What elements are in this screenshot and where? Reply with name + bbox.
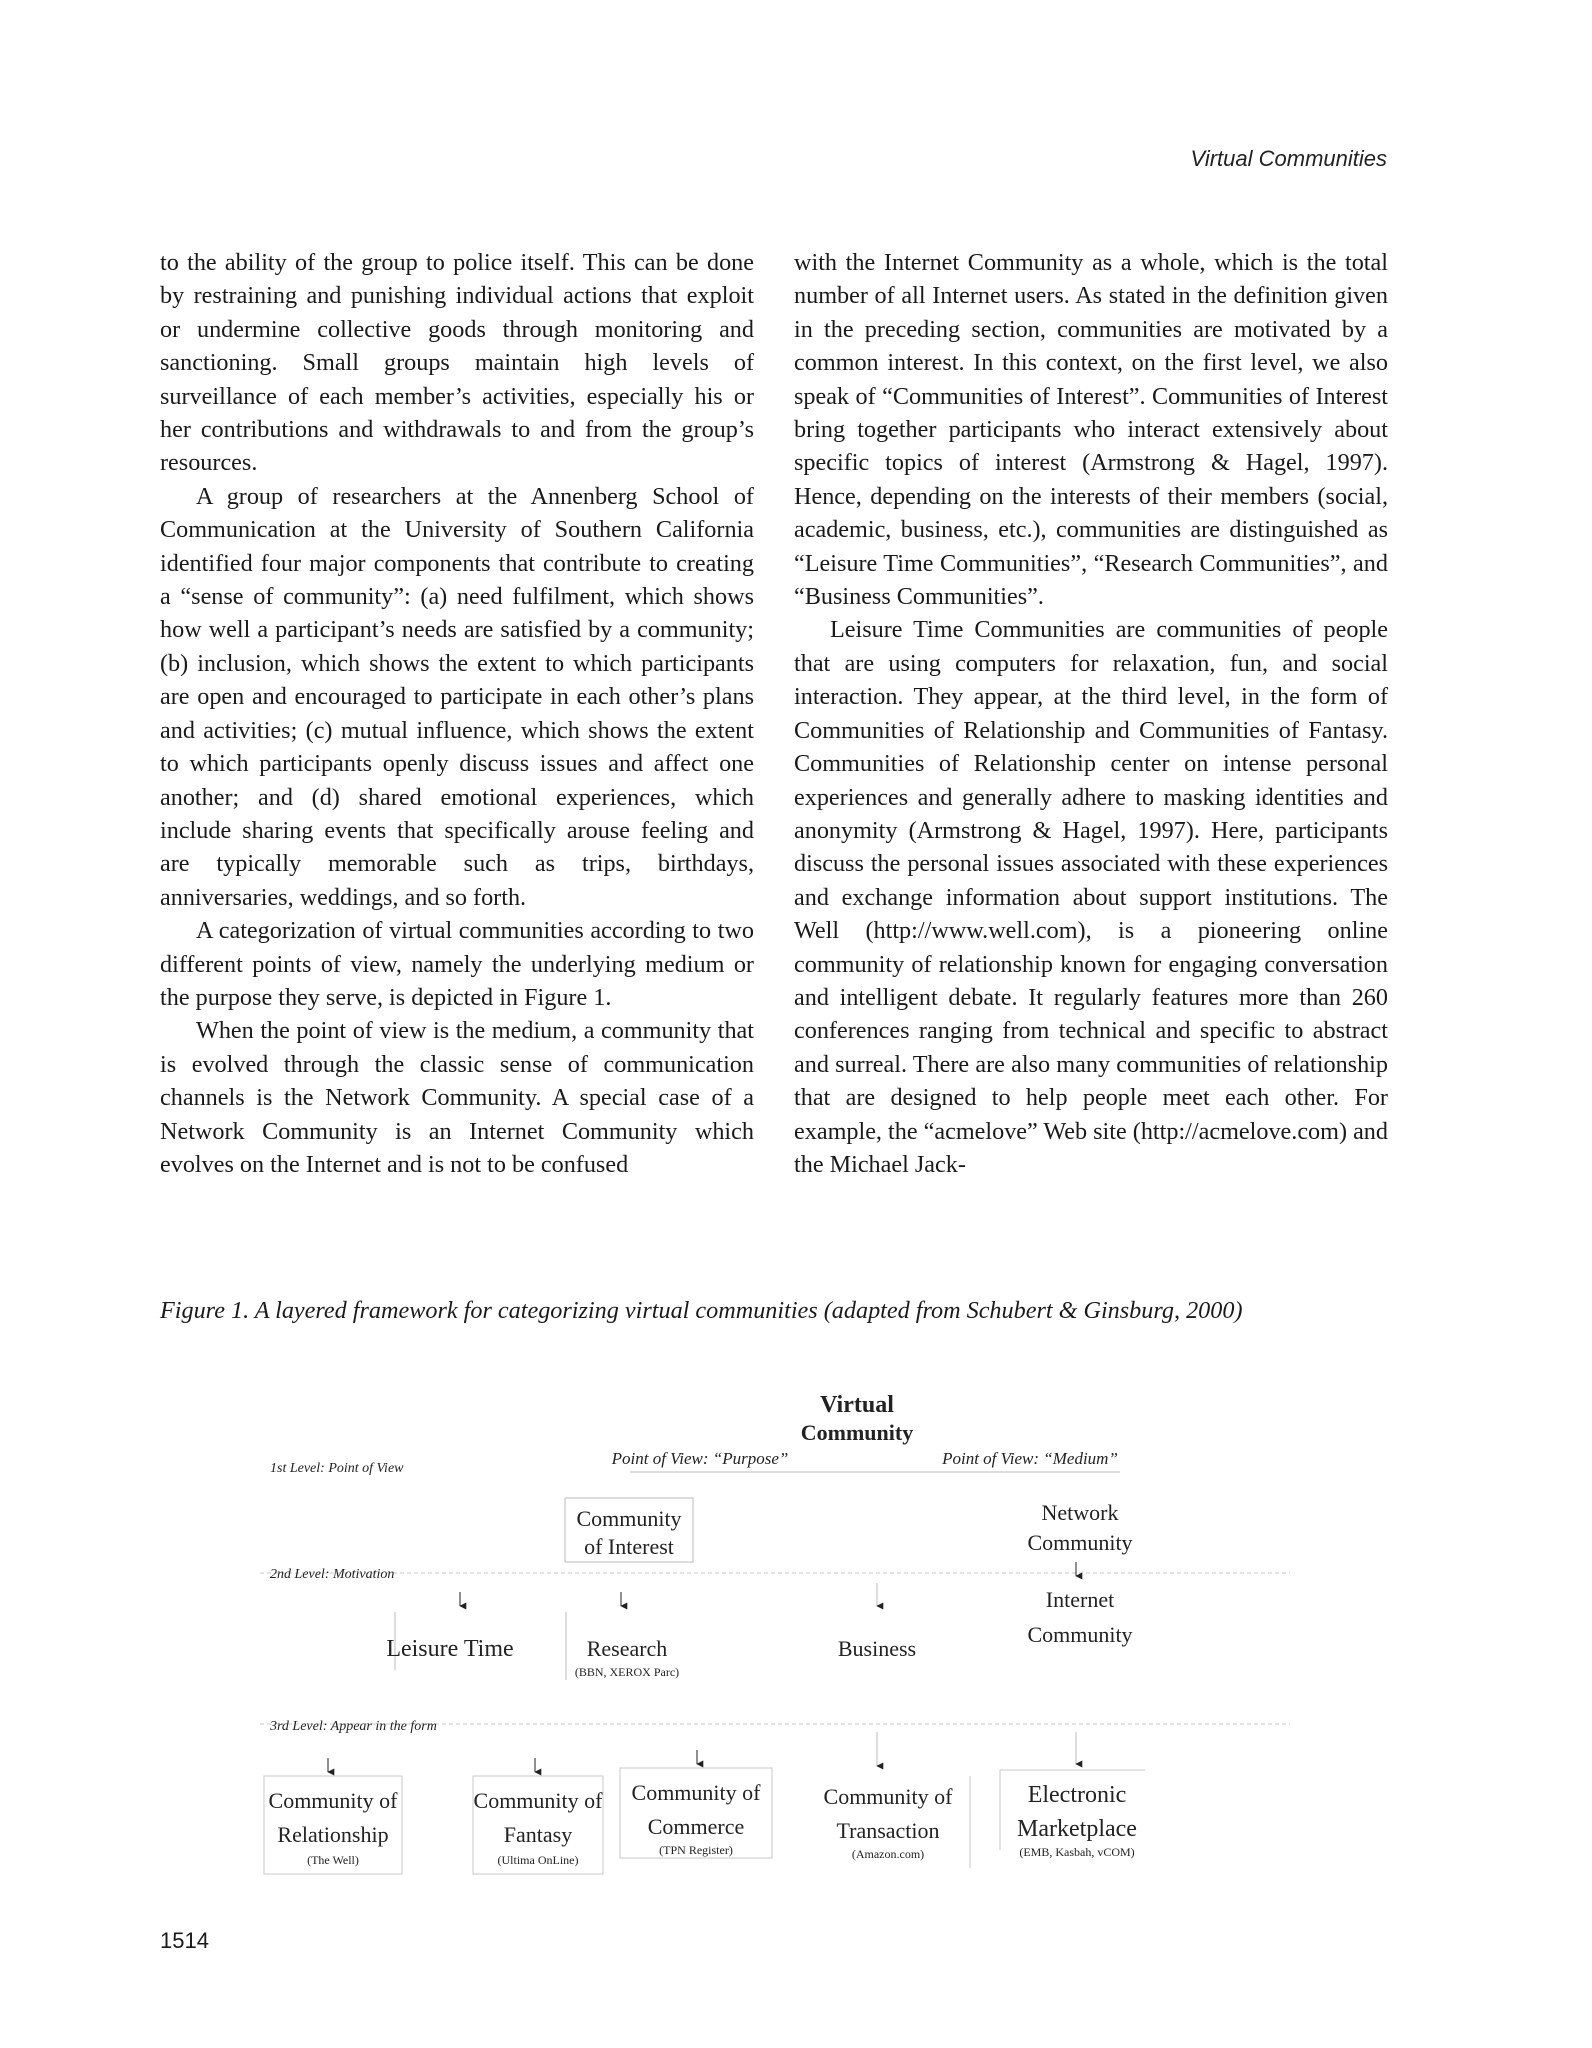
research-label: Research [586, 1636, 668, 1661]
root-node: Community [800, 1420, 914, 1445]
root-node: Virtual [820, 1392, 894, 1418]
community-of-interest-label: of Interest [584, 1534, 674, 1559]
level-label-2: 2nd Level: Motivation [270, 1567, 395, 1582]
relationship-label: Relationship [277, 1822, 389, 1847]
paragraph: A categorization of virtual communities according to two different points of view, namely the underlying medium or the purpose they serve, is depicted in Figure 1. [160, 917, 754, 1011]
framework-diagram [160, 1380, 1310, 1900]
network-community-label: Network [1041, 1500, 1119, 1525]
figure-caption: Figure 1. A layered framework for categorizing virtual communities (adapted from Schubert & Ginsburg, 2000) [160, 1297, 1243, 1324]
commerce-example: (TPN Register) [659, 1843, 733, 1857]
community-of-interest-label: Community [576, 1506, 682, 1531]
pov-purpose-label: Point of View: “Purpose” [611, 1449, 789, 1468]
level-label-1: 1st Level: Point of View [270, 1461, 404, 1476]
fantasy-label: Fantasy [503, 1822, 573, 1847]
commerce-label: Community of [631, 1780, 761, 1805]
paragraph: A group of researchers at the Annenberg School of Communication at the University of Southern California identified four major components that contribute to creating a “sense of community”: (a) need fulfilment, which shows how well a participant’s needs are satisfied by a community; (b) inclusion, which shows the extent to which participants are open and encouraged to participate in each other’s plans and activities; (c) mutual influence, which shows the extent to which participants openly discuss issues and affect one another; and (d) shared emotional experiences, which include sharing events that specifically arouse feeling and are typically memorable such as trips, birthdays, anniversaries, weddings, and so forth. [160, 482, 754, 911]
relationship-label: Community of [268, 1788, 398, 1813]
paragraph: to the ability of the group to police itself. This can be done by restraining and punishing individual actions that exploit or undermine collective goods through monitoring and sanctioning. Small groups maintain high levels of surveillance of each member’s activities, especially his or her contributions and withdrawals to and from the group’s resources. [160, 249, 754, 477]
transaction-label: Transaction [836, 1818, 940, 1843]
marketplace-example: (EMB, Kasbah, vCOM) [1019, 1845, 1135, 1859]
transaction-label: Community of [823, 1784, 953, 1809]
pov-medium-label: Point of View: “Medium” [942, 1449, 1118, 1468]
business-label: Business [837, 1636, 917, 1661]
transaction-example: (Amazon.com) [851, 1847, 925, 1861]
marketplace-label: Electronic [1027, 1782, 1127, 1808]
level-label-3: 3rd Level: Appear in the form [270, 1719, 437, 1734]
figure-diagram [160, 1380, 1310, 1900]
fantasy-example: (Ultima OnLine) [497, 1853, 579, 1867]
marketplace-label: Marketplace [1017, 1816, 1137, 1842]
leisure-time-label: Leisure Time [386, 1636, 514, 1662]
paragraph: with the Internet Community as a whole, which is the total number of all Internet users. As stated in the definition given in the preceding section, communities are motivated by a common interest. In this context, on the first level, we also speak of “Communities of Interest”. Communities of Interest bring together participants who interact extensively about specific topics of interest (Armstrong & Hagel, 1997). Hence, depending on the interests of their members (social, academic, business, etc.), communities are distinguished as “Leisure Time Communities”, “Research Communities”, and “Business Communities”. [794, 249, 1388, 611]
paragraph: When the point of view is the medium, a community that is evolved through the classic sense of communication channels is the Network Community. A special case of a Network Community is an Internet Community which evolves on the Internet and is not to be confused [160, 1017, 754, 1178]
network-community-label: Community [1027, 1530, 1133, 1555]
page-number: 1514 [160, 1928, 209, 1953]
research-example: (BBN, XEROX Parc) [574, 1665, 680, 1679]
internet-community-label: Internet [1045, 1587, 1115, 1612]
internet-community-label: Community [1027, 1622, 1133, 1647]
commerce-label: Commerce [647, 1814, 745, 1839]
right-column [794, 246, 1388, 1181]
relationship-example: (The Well) [307, 1853, 359, 1867]
running-head: Virtual Communities [1190, 146, 1387, 171]
left-column [160, 246, 754, 1181]
paragraph: Leisure Time Communities are communities of people that are using computers for relaxation, fun, and social interaction. They appear, at the third level, in the form of Communities of Relationship and Communities of Fantasy. Communities of Relationship center on intense personal experiences and generally adhere to masking identities and anonymity (Armstrong & Hagel, 1997). Here, participants discuss the personal issues associated with these experiences and exchange information about support institutions. The Well (http://www.well.com), is a pioneering online community of relationship known for engaging conversation and intelligent debate. It regularly features more than 260 conferences ranging from technical and specific to abstract and surreal. There are also many communities of relationship that are designed to help people meet each other. For example, the “acmelove” Web site (http://acmelove.com) and the Michael Jack- [794, 616, 1388, 1178]
fantasy-label: Community of [473, 1788, 603, 1813]
